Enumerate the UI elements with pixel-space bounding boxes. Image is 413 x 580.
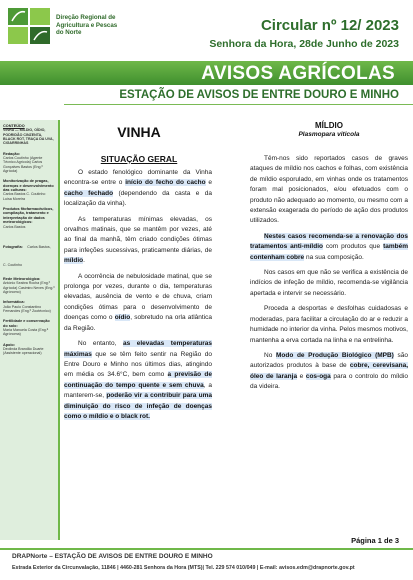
org-name: Direção Regional de Agricultura e Pescas do Norte bbox=[56, 14, 118, 37]
highlight: oídio bbox=[114, 314, 131, 322]
text-run: na sua composição. bbox=[304, 253, 364, 261]
text-run: . bbox=[83, 257, 85, 265]
highlight: cacho fechado bbox=[64, 189, 114, 197]
sidebar-text: Carlos Bastos bbox=[3, 224, 26, 229]
sidebar-block-products bbox=[3, 207, 55, 229]
highlight: início do fecho do cacho bbox=[125, 179, 206, 187]
sidebar-block-monitoring bbox=[3, 179, 55, 201]
text-run: (dependendo da casta e da localização da vinha). bbox=[64, 189, 212, 208]
sidebar-heading: CONTEÚDO bbox=[3, 124, 25, 128]
text-run: , a manterem-se, bbox=[64, 381, 212, 400]
circular-number: Circular nº 12/ 2023 bbox=[260, 17, 399, 34]
sidebar-block-redacao bbox=[3, 152, 55, 174]
text-run: A ocorrência de nebulosidade matinal, que se prolonga por vezes, durante o dia, temperaturas elevadas, ausência de vento e de chuva, criam condições ótimas para o desenvolvimento de doenças como o bbox=[64, 272, 212, 322]
highlight: Modo de Produção Biológico (MPB) bbox=[275, 351, 394, 359]
text-run: que se têm feito sentir na Região do Entre Douro e Minho nos últimos dias, atingindo em média os 34.6°C, bem como bbox=[64, 350, 212, 379]
sidebar-text: Deolinda Brandão Duarte (Assistente operacional) bbox=[3, 347, 44, 356]
footer-rule bbox=[0, 548, 413, 550]
sidebar-heading: Apoio: bbox=[3, 342, 16, 347]
highlight: cobre, cerevisana, óleo de laranja bbox=[250, 362, 409, 380]
text-run: , sobretudo na orla atlântica da Região. bbox=[64, 314, 212, 332]
paragraph bbox=[64, 168, 212, 210]
pathogen-name: Plasmopara viticola bbox=[298, 131, 360, 138]
paragraph bbox=[64, 272, 212, 334]
sidebar-heading: Fotografia: bbox=[3, 244, 23, 249]
sidebar-heading: Produtos fitofarmacêuticos, compilação, tratamento e interpretação de dados meteorológicos: bbox=[3, 207, 54, 225]
highlight: Nestes casos recomenda-se a renovação dos tratamentos anti-míldio bbox=[250, 232, 408, 251]
text-run: O estado fenológico dominante da Vinha encontra-se entre o bbox=[64, 169, 212, 187]
drapn-logo-icon bbox=[6, 6, 52, 46]
sidebar-block-weather-network bbox=[3, 277, 55, 294]
section-heading-situacao-geral: SITUAÇÃO GERAL bbox=[100, 154, 178, 164]
sidebar-text: João Paulo Constantino Fernandes (Eng.º Zootécnico) bbox=[3, 304, 51, 313]
sidebar-text: António Seabra Rocha (Eng.º Agrícola) Casimiro Neves (Eng.º Agrónomo) bbox=[3, 281, 55, 294]
footer-station: DRAPNorte – ESTAÇÃO DE AVISOS DE ENTRE DOURO E MINHO bbox=[12, 553, 213, 560]
credits-sidebar bbox=[0, 120, 60, 540]
sidebar-text: Maria Manuela Costa (Eng.ª Agrónoma) bbox=[3, 328, 49, 337]
highlight: as elevadas temperaturas máximas bbox=[64, 340, 212, 358]
sidebar-block-it bbox=[3, 300, 55, 313]
sidebar-heading: Redação: bbox=[3, 151, 21, 156]
sidebar-block-support bbox=[3, 343, 55, 356]
highlight: a previsão de continuação do tempo quente e sem chuva bbox=[64, 371, 212, 389]
left-column bbox=[64, 168, 212, 427]
sidebar-text: Carlos Bastos, C. Coutinho bbox=[3, 244, 51, 267]
section-title-vinha: VINHA bbox=[117, 124, 161, 140]
circular-date: Senhora da Hora, 28de Junho de 2023 bbox=[209, 38, 399, 50]
text-run: para o controlo do míldio da videira. bbox=[250, 372, 408, 391]
banner-title: AVISOS AGRÍCOLAS bbox=[201, 63, 395, 84]
footer-address: Estrada Exterior da Circunvalação, 11846 | 4460-281 Senhora da Hora (MTS)| Tel. 229 574 010/049 | E-mail: avisos.edm@drapnorte.gov.pt bbox=[12, 565, 355, 571]
sidebar-block-soil bbox=[3, 319, 55, 336]
highlight: também contenham cobre bbox=[250, 243, 408, 261]
title-banner bbox=[0, 61, 413, 85]
paragraph bbox=[250, 351, 408, 393]
highlight: cos-oga bbox=[305, 372, 331, 380]
sidebar-text: Carlos Coutinho (Agente Técnico Agrícola) Carlos Gonçalves Bastos (Eng.º Agrícola) bbox=[3, 156, 43, 173]
subtitle-rule bbox=[64, 104, 413, 105]
sidebar-text: Carlos Bastos C. Coutinho Luísa Moreira bbox=[3, 192, 46, 201]
paragraph: Têm-nos sido reportados casos de graves ataques de míldio nos cachos e folhas, com existência de míldio esporulado, em vinhas onde os tratamentos foram mal posicionados, e/ou efetuados com o produto não adequado ao momento, ou mesmo com a extensão exagerada do período de ação dos produtos utilizados. bbox=[250, 155, 408, 225]
paragraph: Nos casos em que não se verifica a existência de indícios de infeção de míldio, recomenda-se vigilância apertada e intervir se necessário. bbox=[250, 269, 408, 297]
text-run: são autorizados produtos à base de bbox=[250, 351, 408, 370]
text-run: As temperaturas mínimas elevadas, os orvalhos matinais, que se mantêm por vezes, até ao final da manhã, têm criado condições ótimas para infeções sucessivas, praticamente diárias, de bbox=[64, 215, 212, 254]
paragraph: Proceda a desportas e desfolhas cuidadosas e moderadas, para facilitar a circulação do ar e reduzir a humidade no interior da vinha. Pelos mesmos motivos, mantenha a erva cortada na linha e na entrelinha. bbox=[250, 305, 408, 344]
text-run: No entanto, bbox=[78, 340, 123, 348]
highlight: poderão vir a contribuir para uma diminuição do risco de infeção de doenças como o míldio e o black rot. bbox=[64, 392, 212, 420]
document-header bbox=[0, 0, 413, 62]
sidebar-heading: Informática: bbox=[3, 300, 25, 305]
text-run: e bbox=[297, 372, 306, 380]
highlight: míldio bbox=[64, 257, 84, 265]
sidebar-block-content bbox=[3, 124, 55, 146]
page-number: Página 1 de 3 bbox=[351, 536, 399, 545]
text-run: No bbox=[264, 351, 276, 359]
sidebar-heading: Monitorização de pragas, doenças e desenvolvimento das culturas: bbox=[3, 179, 54, 192]
text-run: e bbox=[205, 179, 212, 187]
paragraph bbox=[64, 339, 212, 422]
sidebar-text: VINHA — MÍLDIO, OÍDIO, PODRIDÃO CINZENTA, BLACK ROT, TRAÇA DA UVA, CIGARRINHAS bbox=[3, 128, 54, 146]
paragraph bbox=[64, 215, 212, 267]
station-subtitle: ESTAÇÃO DE AVISOS DE ENTRE DOURO E MINHO bbox=[119, 89, 399, 101]
text-run: com produtos que bbox=[322, 243, 384, 251]
sidebar-heading: Rede Meteorológica: bbox=[3, 276, 41, 281]
sidebar-heading: Fertilidade e conservação do solo: bbox=[3, 319, 50, 328]
right-column bbox=[250, 154, 408, 398]
section-title-mildio: MÍLDIO bbox=[315, 121, 343, 130]
sidebar-block-photo bbox=[3, 235, 55, 271]
paragraph bbox=[250, 232, 408, 263]
